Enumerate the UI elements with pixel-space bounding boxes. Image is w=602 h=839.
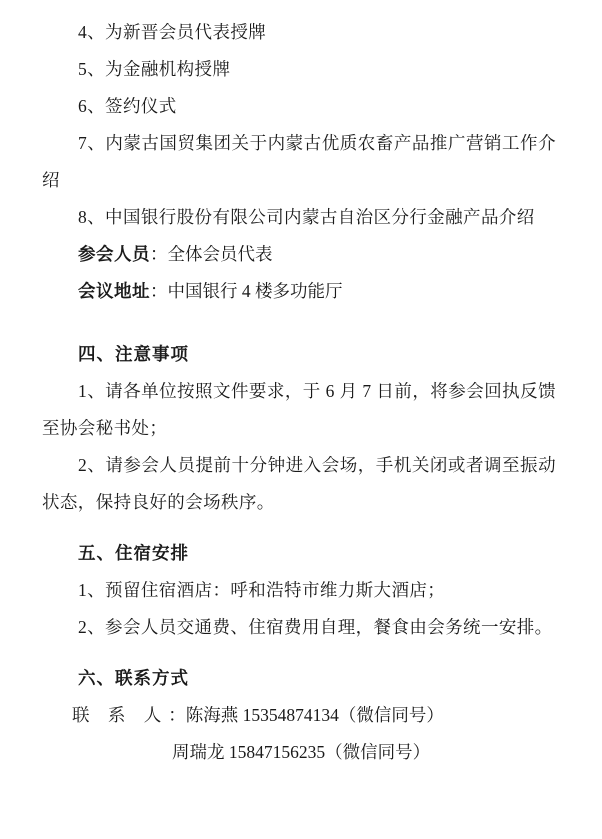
- contact-row-primary: [42, 697, 556, 734]
- agenda-item-6: 6、签约仪式: [78, 96, 177, 116]
- agenda-item-4: 4、为新晋会员代表授牌: [78, 22, 267, 42]
- participants-colon: ：: [150, 244, 168, 264]
- venue-label: 会议地址: [78, 281, 150, 301]
- venue-value: 中国银行 4 楼多功能厅: [167, 281, 343, 301]
- notes-item-2: 2、请参会人员提前十分钟进入会场，手机关闭或者调至振动状态，保持良好的会场秩序。: [42, 455, 556, 512]
- accommodation-item-1: 1、预留住宿酒店：呼和浩特市维力斯大酒店；: [78, 580, 446, 600]
- contact-name-2: 周瑞龙: [172, 742, 225, 762]
- contact-phone-2: 15847156235: [228, 742, 326, 762]
- section-heading-contact: 六、联系方式: [78, 668, 189, 688]
- venue-line: [42, 273, 556, 310]
- section-heading-accommodation: 五、住宿安排: [78, 543, 189, 563]
- section-heading-notes: 四、注意事项: [78, 344, 189, 364]
- contact-phone-1: 15354874134: [242, 705, 339, 725]
- agenda-item-8: 8、中国银行股份有限公司内蒙古自治区分行金融产品介绍: [78, 207, 535, 227]
- accommodation-item-2: 2、参会人员交通费、住宿费用自理，餐食由会务统一安排。: [78, 617, 553, 637]
- agenda-item-5: 5、为金融机构授牌: [78, 59, 231, 79]
- agenda-item-7: 7、内蒙古国贸集团关于内蒙古优质农畜产品推广营销工作介绍: [42, 133, 556, 190]
- contact-name-1: 陈海燕: [185, 705, 239, 725]
- section-spacer-1: [42, 310, 556, 336]
- contact-note-1: （微信同号）: [338, 705, 444, 725]
- contact-label: 联 系 人: [72, 705, 169, 725]
- participants-label: 参会人员: [78, 244, 150, 264]
- section-spacer-3: [42, 646, 556, 660]
- contact-note-2: （微信同号）: [325, 742, 431, 762]
- section-spacer-2: [42, 521, 556, 535]
- notes-item-1: 1、请各单位按照文件要求，于 6 月 7 日前，将参会回执反馈至协会秘书处；: [42, 381, 556, 438]
- participants-value: 全体会员代表: [167, 244, 273, 264]
- venue-colon: ：: [150, 281, 168, 301]
- contact-colon: ：: [168, 705, 186, 725]
- contact-row-secondary: [42, 734, 556, 771]
- participants-line: [42, 236, 556, 273]
